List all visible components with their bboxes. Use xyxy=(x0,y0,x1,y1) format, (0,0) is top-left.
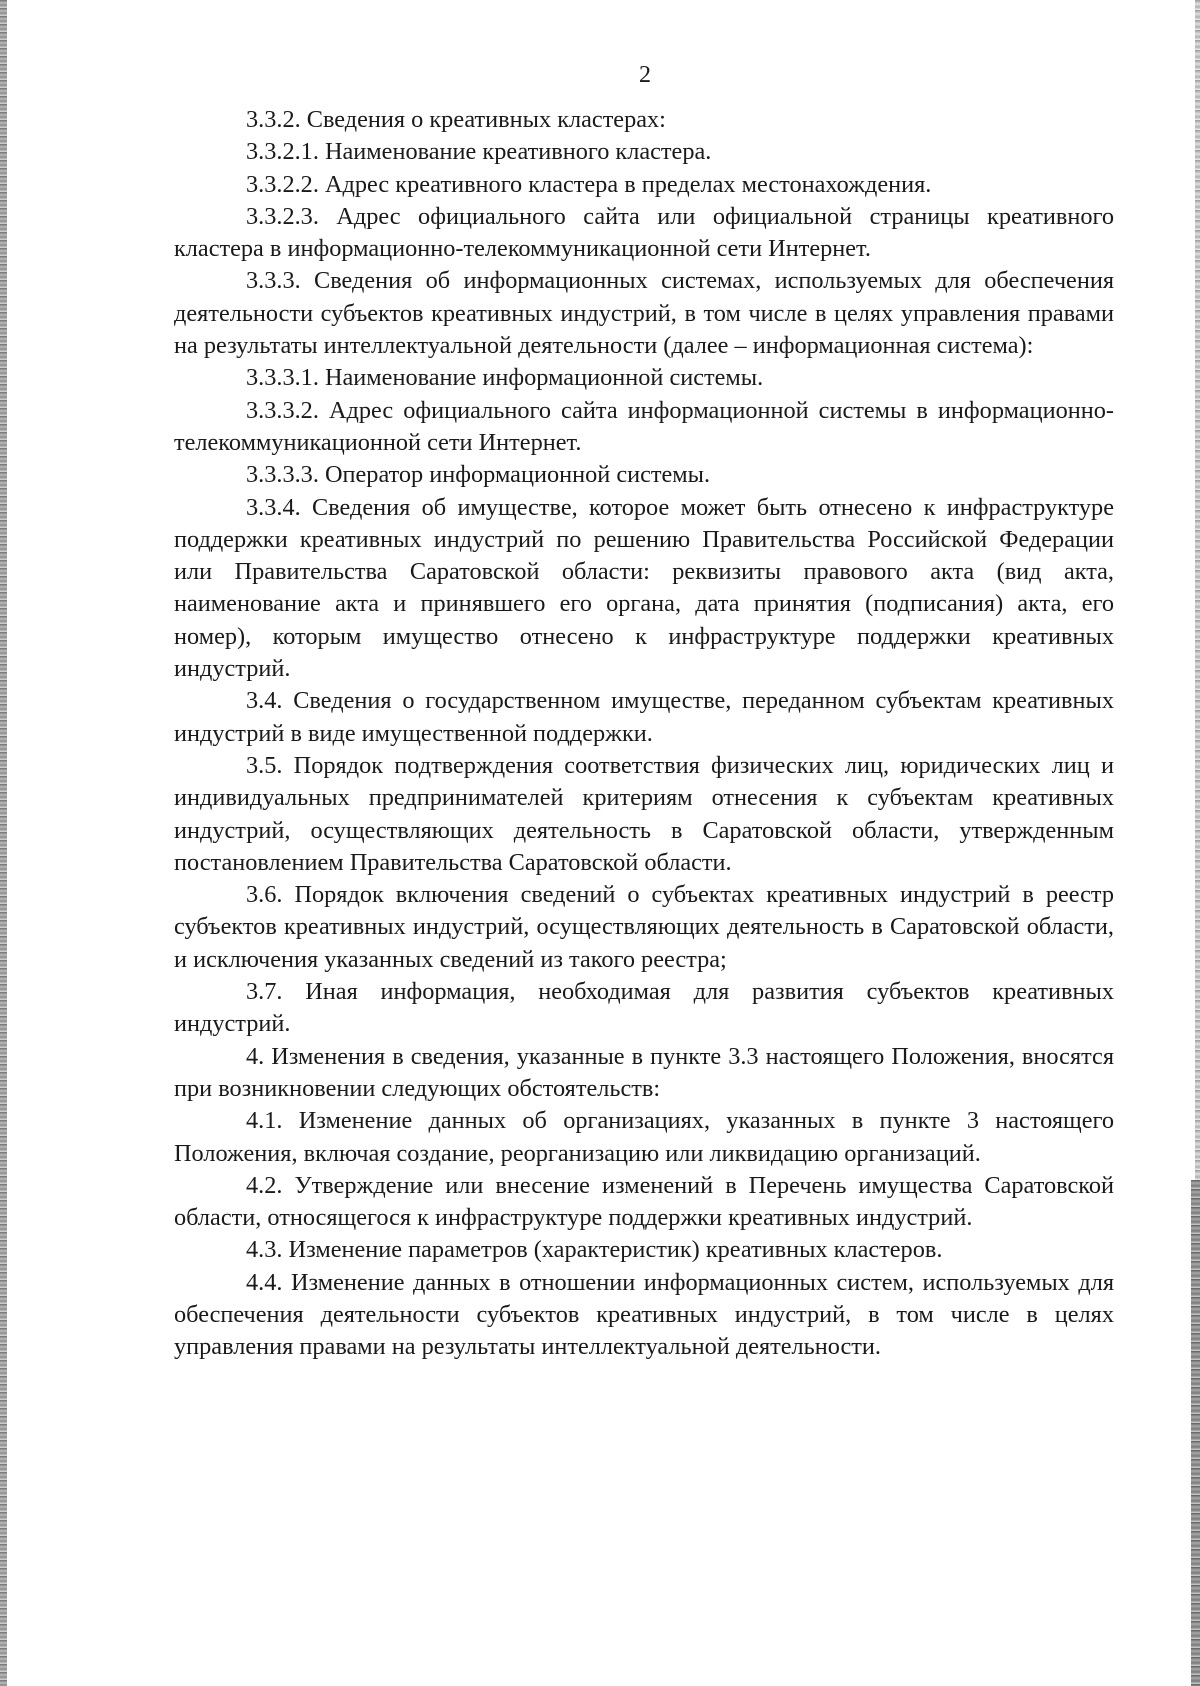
paragraph-3-6: 3.6. Порядок включения сведений о субъектах креативных индустрий в реестр субъектов креативных индустрий, осуществляющих деятельность в Саратовской области, и исключения указанных сведений из такого реестра; xyxy=(174,881,1114,973)
page-number: 2 xyxy=(639,62,651,88)
paragraph-3-3-2-3: 3.3.2.3. Адрес официального сайта или официальной страницы креативного кластера в информационно-телекоммуникационной сети Интернет. xyxy=(174,202,1114,263)
document-body xyxy=(174,104,1114,1364)
paragraph-3-3-3-2: 3.3.3.2. Адрес официального сайта информационной системы в информационно-телекоммуникационной сети Интернет. xyxy=(174,396,1114,456)
paragraph-3-4: 3.4. Сведения о государственном имуществе, переданном субъектам креативных индустрий в виде имущественной поддержки. xyxy=(174,687,1114,747)
paragraph-3-5: 3.5. Порядок подтверждения соответствия физических лиц, юридических лиц и индивидуальных предпринимателей критериям отнесения к субъектам креативных индустрий, осуществляющих деятельность в Саратовской области, утвержденным постановлением Правительства Саратовской области. xyxy=(174,751,1114,876)
paragraph-4-2: 4.2. Утверждение или внесение изменений в Перечень имущества Саратовской области, относящегося к инфраструктуре поддержки креативных индустрий. xyxy=(174,1171,1114,1232)
paragraph-4-3: 4.3. Изменение параметров (характеристик) креативных кластеров. xyxy=(246,1236,943,1264)
paragraph-3-3-2-1: 3.3.2.1. Наименование креативного кластера. xyxy=(246,138,712,166)
paragraph-3-7: 3.7. Иная информация, необходимая для развития субъектов креативных индустрий. xyxy=(174,978,1114,1038)
paragraph-4-1: 4.1. Изменение данных об организациях, указанных в пункте 3 настоящего Положения, включая создание, реорганизацию или ликвидацию организаций. xyxy=(174,1107,1114,1167)
paragraph-3-3-3-3: 3.3.3.3. Оператор информационной системы. xyxy=(246,461,711,489)
scan-edge-left xyxy=(0,0,7,1686)
paragraph-3-3-4: 3.3.4. Сведения об имуществе, которое может быть отнесено к инфраструктуре поддержки креативных индустрий по решению Правительства Российской Федерации или Правительства Саратовской области: реквизиты правового акта (вид акта, наименование акта и принявшего его органа, дата принятия (подписания) акта, его номер), которым имущество отнесено к инфраструктуре поддержки креативных индустрий. xyxy=(174,493,1114,683)
paragraph-3-3-2-2: 3.3.2.2. Адрес креативного кластера в пределах местонахождения. xyxy=(246,170,932,198)
paragraph-4-4: 4.4. Изменение данных в отношении информационных систем, используемых для обеспечения деятельности субъектов креативных индустрий, в том числе в целях управления правами на результаты интеллектуальной деятельности. xyxy=(174,1268,1114,1361)
paragraph-3-3-2: 3.3.2. Сведения о креативных кластерах: xyxy=(246,106,666,133)
paragraph-4: 4. Изменения в сведения, указанные в пункте 3.3 настоящего Положения, вносятся при возникновении следующих обстоятельств: xyxy=(174,1042,1114,1102)
paragraph-3-3-3: 3.3.3. Сведения об информационных системах, используемых для обеспечения деятельности субъектов креативных индустрий, в том числе в целях управления правами на результаты интеллектуальной деятельности (далее – информационная система): xyxy=(174,267,1114,360)
paragraph-3-3-3-1: 3.3.3.1. Наименование информационной системы. xyxy=(246,364,764,392)
scan-edge-right-bottom xyxy=(1191,1180,1200,1686)
